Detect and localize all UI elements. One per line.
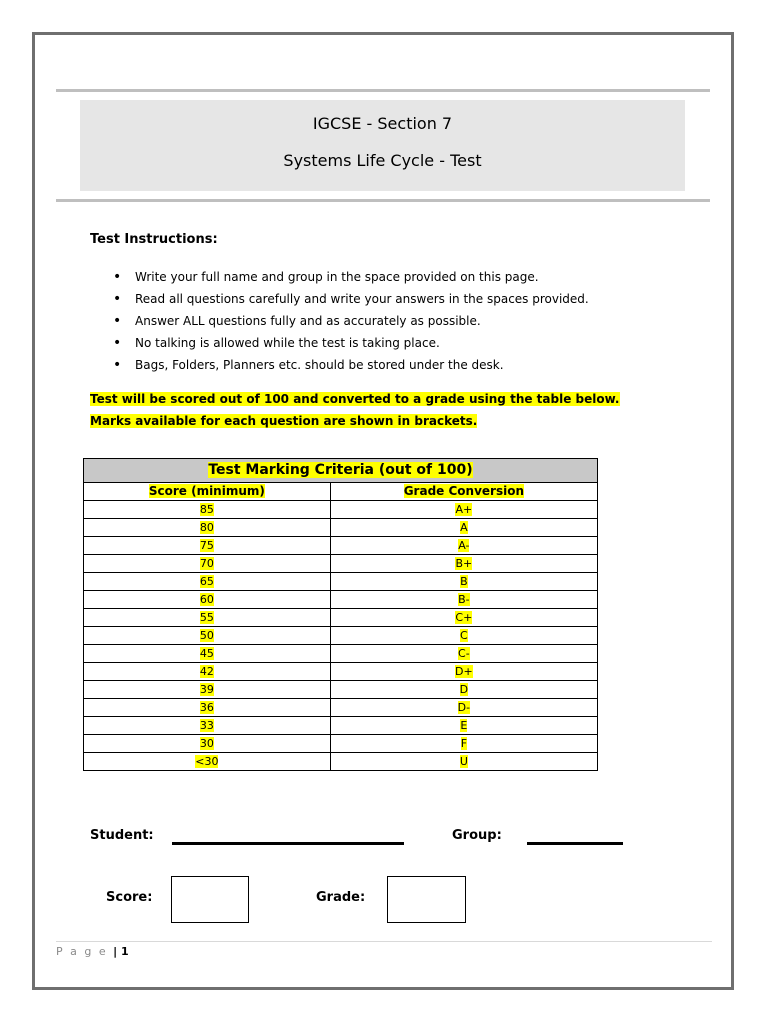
grade-cell: C+: [330, 609, 597, 627]
score-cell: 33: [84, 717, 331, 735]
page-number: 1: [120, 945, 129, 958]
table-row: [84, 501, 598, 519]
grade-label: Grade:: [316, 890, 366, 905]
grade-cell: A-: [330, 537, 597, 555]
grade-cell: B-: [330, 591, 597, 609]
score-cell: 60: [84, 591, 331, 609]
title-line-1: IGCSE - Section 7: [312, 114, 453, 133]
table-row: [84, 627, 598, 645]
grade-cell: E: [330, 717, 597, 735]
title-line-2: Systems Life Cycle - Test: [283, 151, 482, 170]
score-label: Score:: [106, 890, 153, 905]
column-header-score: Score (minimum): [84, 483, 331, 501]
score-cell: 50: [84, 627, 331, 645]
score-cell: 30: [84, 735, 331, 753]
student-label: Student:: [90, 828, 154, 843]
grade-cell: U: [330, 753, 597, 771]
instruction-item: • Answer ALL questions fully and as accurately as possible.: [110, 310, 589, 332]
grade-cell: B: [330, 573, 597, 591]
header-top-rule: [56, 89, 710, 92]
instruction-item: • Bags, Folders, Planners etc. should be stored under the desk.: [110, 354, 589, 376]
instructions-heading: Test Instructions:: [90, 232, 218, 247]
table-row: [84, 555, 598, 573]
grade-cell: D+: [330, 663, 597, 681]
instruction-item: • Read all questions carefully and write your answers in the spaces provided.: [110, 288, 589, 310]
instruction-item: • No talking is allowed while the test is taking place.: [110, 332, 589, 354]
page-footer: P a g e | 1: [56, 945, 129, 958]
table-row: [84, 645, 598, 663]
table-row: [84, 699, 598, 717]
grade-cell: D-: [330, 699, 597, 717]
grade-cell: F: [330, 735, 597, 753]
score-cell: 85: [84, 501, 331, 519]
table-row: [84, 681, 598, 699]
score-cell: 65: [84, 573, 331, 591]
table-row: [84, 609, 598, 627]
table-row: [84, 717, 598, 735]
score-cell: 80: [84, 519, 331, 537]
score-cell: 39: [84, 681, 331, 699]
group-label: Group:: [452, 828, 502, 843]
score-cell: 42: [84, 663, 331, 681]
table-row: [84, 519, 598, 537]
table-row: [84, 591, 598, 609]
grade-cell: A: [330, 519, 597, 537]
score-cell: 55: [84, 609, 331, 627]
student-name-line[interactable]: [172, 842, 404, 845]
grade-cell: C: [330, 627, 597, 645]
score-box[interactable]: [171, 876, 249, 923]
table-row: [84, 753, 598, 771]
grade-cell: D: [330, 681, 597, 699]
score-cell: 75: [84, 537, 331, 555]
table-row: [84, 573, 598, 591]
score-cell: <30: [84, 753, 331, 771]
table-row: [84, 735, 598, 753]
footer-rule: [56, 941, 712, 942]
table-title: Test Marking Criteria (out of 100): [84, 459, 598, 483]
scoring-note: Test will be scored out of 100 and converted to a grade using the table below.: [90, 392, 620, 406]
column-header-grade: Grade Conversion: [330, 483, 597, 501]
table-body: [84, 501, 598, 771]
marks-note: Marks available for each question are shown in brackets.: [90, 414, 478, 428]
grade-box[interactable]: [387, 876, 466, 923]
score-cell: 70: [84, 555, 331, 573]
score-cell: 36: [84, 699, 331, 717]
grade-cell: A+: [330, 501, 597, 519]
instructions-list: [110, 266, 589, 376]
page-word: P a g e: [56, 945, 108, 958]
grade-cell: B+: [330, 555, 597, 573]
instruction-item: • Write your full name and group in the space provided on this page.: [110, 266, 589, 288]
header-bottom-rule: [56, 199, 710, 202]
group-line[interactable]: [527, 842, 623, 845]
grade-cell: C-: [330, 645, 597, 663]
table-row: [84, 537, 598, 555]
marking-criteria-table: [83, 458, 598, 771]
table-row: [84, 663, 598, 681]
score-cell: 45: [84, 645, 331, 663]
title-box: [80, 100, 685, 191]
